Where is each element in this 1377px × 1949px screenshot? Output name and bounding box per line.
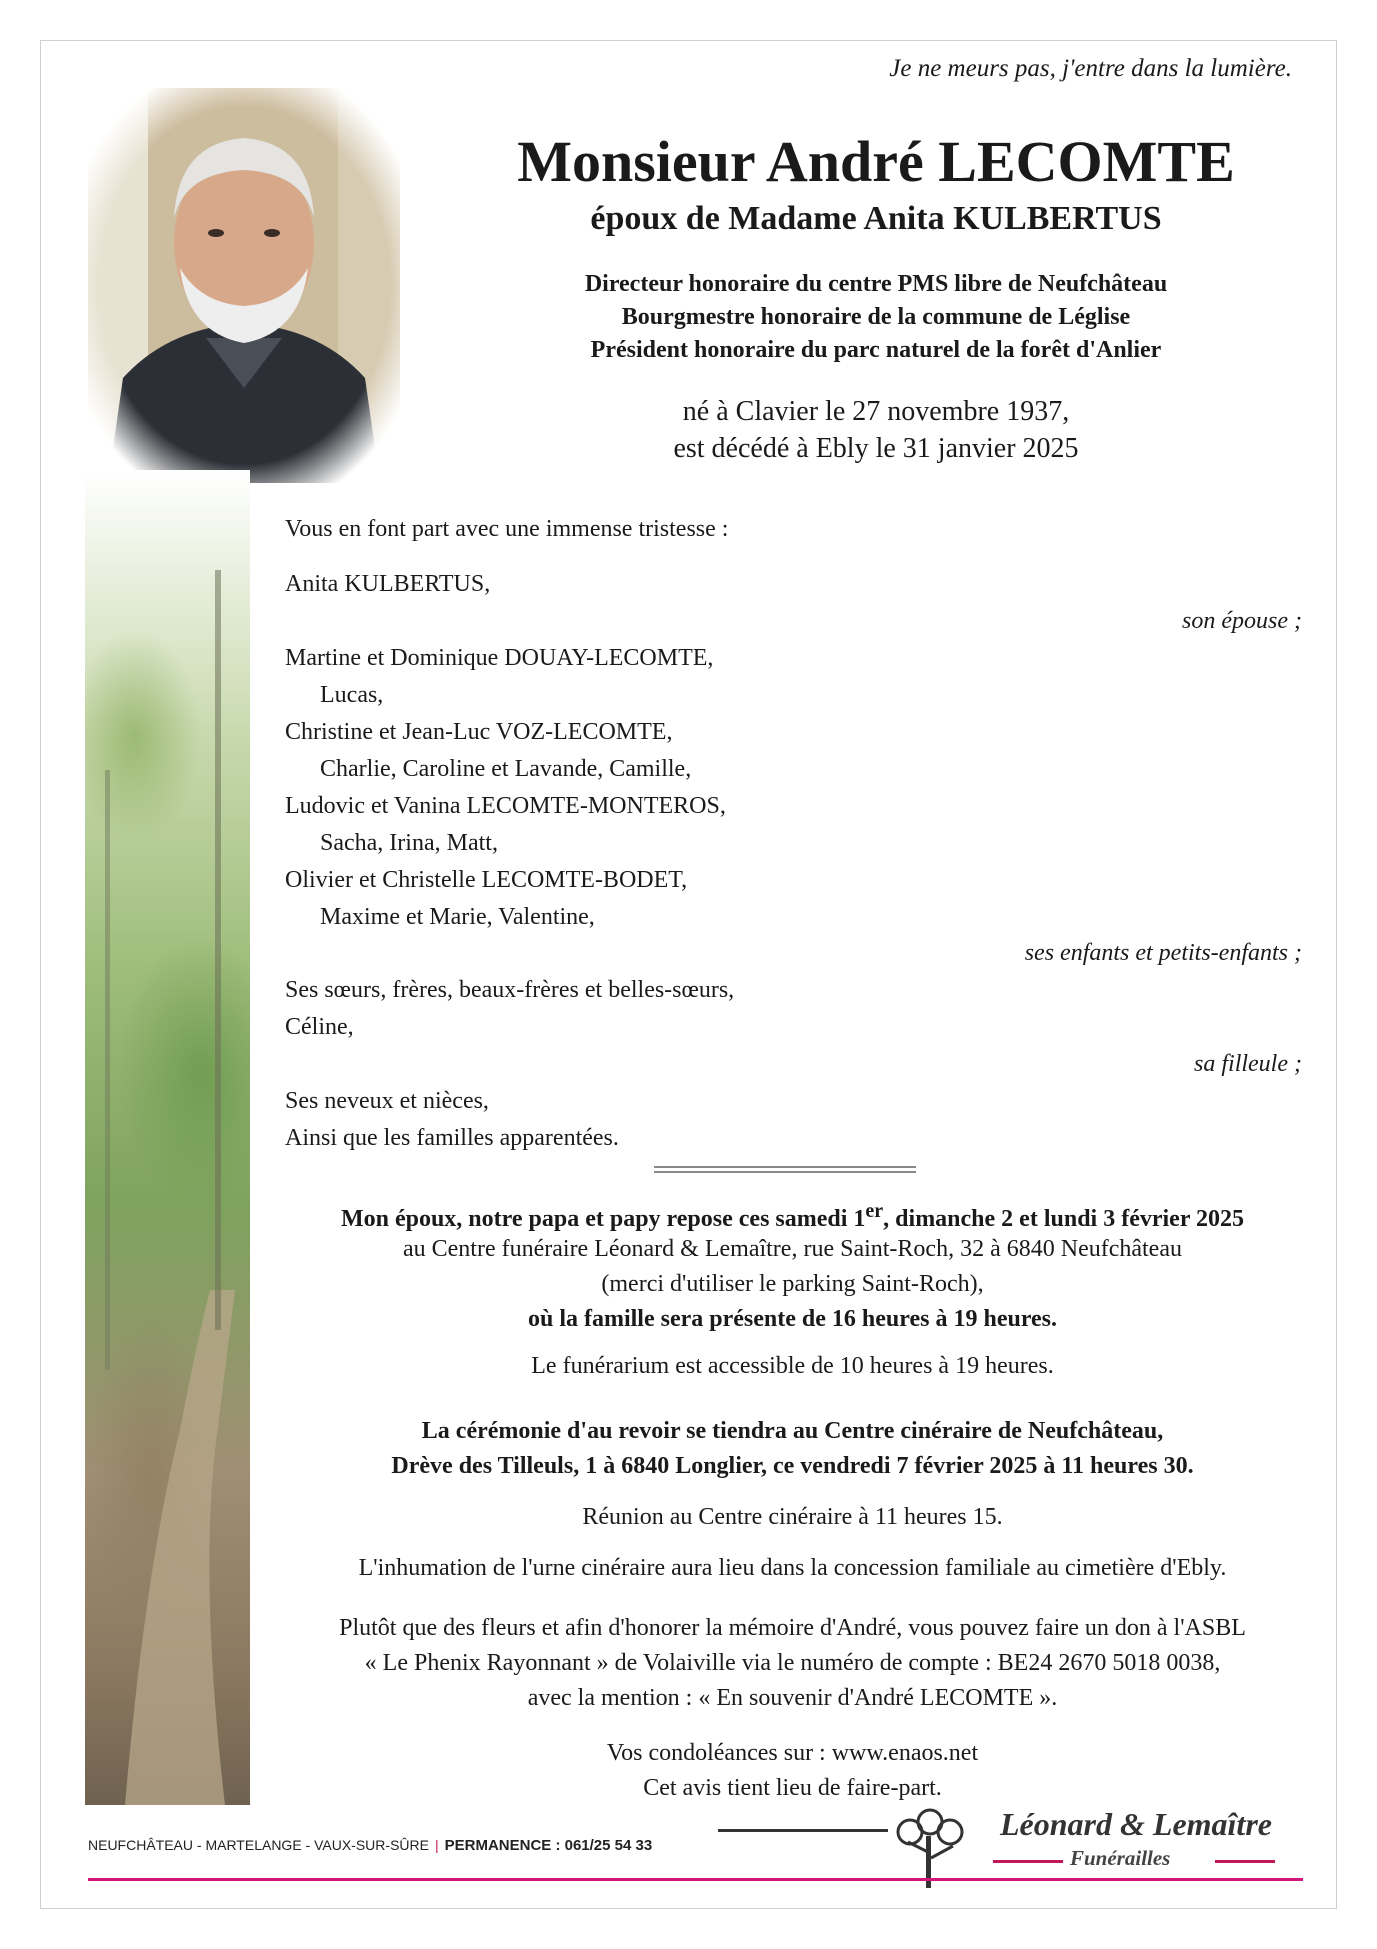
funerarium-hours: Le funérarium est accessible de 10 heures à 19 heures. (531, 1353, 1054, 1379)
life-dates (450, 393, 1302, 467)
family-presence: où la famille sera présente de 16 heures à 19 heures. (527, 1306, 1058, 1332)
spouse-name: Anita KULBERTUS, (285, 571, 491, 597)
resting-line (255, 1200, 1330, 1233)
spouse-line: époux de Madame Anita KULBERTUS (590, 200, 1162, 237)
child-line: Christine et Jean-Luc VOZ-LECOMTE, (285, 719, 673, 745)
footer-contact (88, 1837, 652, 1854)
meeting-time: Réunion au Centre cinéraire à 11 heures 15. (582, 1504, 1003, 1530)
title-line: Président honoraire du parc naturel de la forêt d'Anlier (590, 337, 1162, 363)
siblings-line: Ses sœurs, frères, beaux-frères et belles-sœurs, (285, 977, 735, 1003)
parking-note: (merci d'utiliser le parking Saint-Roch), (601, 1271, 984, 1297)
honorary-titles (450, 268, 1302, 367)
donation-line-1: Plutôt que des fleurs et afin d'honorer la mémoire d'André, vous pouvez faire un don à l'ASBL (339, 1615, 1246, 1641)
footer-separator: | (434, 1837, 439, 1853)
logo-rule-left (993, 1860, 1063, 1863)
resting-text: Mon époux, notre papa et papy repose ces samedi 1 (340, 1206, 866, 1232)
funeral-center-address: au Centre funéraire Léonard & Lemaître, rue Saint-Roch, 32 à 6840 Neufchâteau (402, 1236, 1182, 1262)
children-role: ses enfants et petits-enfants ; (1024, 940, 1302, 966)
notice-line: Cet avis tient lieu de faire-part. (643, 1775, 942, 1801)
portrait-photo (88, 88, 400, 483)
footer-accent-line (88, 1878, 1303, 1881)
logo-name: Léonard & Lemaître (1000, 1806, 1272, 1842)
death-line: est décédé à Ebly le 31 janvier 2025 (673, 433, 1079, 464)
spouse-role: son épouse ; (1182, 608, 1302, 634)
donation-line-2: « Le Phenix Rayonnant » de Volaiville via le numéro de compte : BE24 2670 5018 0038, (364, 1650, 1221, 1676)
child-line: Sacha, Irina, Matt, (320, 830, 498, 856)
birth-line: né à Clavier le 27 novembre 1937, (682, 396, 1070, 427)
logo-subtitle: Funérailles (1070, 1846, 1171, 1870)
divider (654, 1166, 916, 1173)
burial-info: L'inhumation de l'urne cinéraire aura lieu dans la concession familiale au cimetière d'Ebly. (358, 1555, 1227, 1581)
goddaughter-name: Céline, (285, 1014, 354, 1040)
deceased-name: Monsieur André LECOMTE (517, 129, 1235, 194)
child-line: Maxime et Marie, Valentine, (320, 904, 595, 930)
goddaughter-role: sa filleule ; (1194, 1051, 1302, 1077)
logo-rule (718, 1829, 888, 1832)
family-intro: Vous en font part avec une immense tristesse : (285, 516, 729, 542)
forest-path-image (85, 470, 250, 1805)
title-line: Bourgmestre honoraire de la commune de Léglise (621, 304, 1131, 330)
resting-sup: er (865, 1200, 884, 1222)
footer-locations: NEUFCHÂTEAU - MARTELANGE - VAUX-SUR-SÛRE (88, 1837, 429, 1853)
resting-text-end: , dimanche 2 et lundi 3 février 2025 (883, 1206, 1245, 1232)
ceremony-line-2: Drève des Tilleuls, 1 à 6840 Longlier, ce vendredi 7 février 2025 à 11 heures 30. (391, 1453, 1194, 1479)
child-line: Olivier et Christelle LECOMTE-BODET, (285, 867, 688, 893)
child-line: Martine et Dominique DOUAY-LECOMTE, (285, 645, 714, 671)
motto: Je ne meurs pas, j'entre dans la lumière. (889, 55, 1292, 82)
tree-logo-icon (888, 1808, 973, 1888)
footer-permanence: PERMANENCE : 061/25 54 33 (444, 1837, 653, 1854)
child-line: Charlie, Caroline et Lavande, Camille, (320, 756, 692, 782)
condolences-link: Vos condoléances sur : www.enaos.net (606, 1740, 979, 1766)
child-line: Lucas, (320, 682, 384, 708)
ceremony-line-1: La cérémonie d'au revoir se tiendra au Centre cinéraire de Neufchâteau, (421, 1418, 1164, 1444)
logo-rule-right (1215, 1860, 1275, 1863)
title-line: Directeur honoraire du centre PMS libre de Neufchâteau (584, 271, 1168, 297)
child-line: Ludovic et Vanina LECOMTE-MONTEROS, (285, 793, 726, 819)
nephews-line: Ses neveux et nièces, (285, 1088, 489, 1114)
donation-line-3: avec la mention : « En souvenir d'André LECOMTE ». (527, 1685, 1058, 1711)
relatives-line: Ainsi que les familles apparentées. (285, 1125, 619, 1151)
